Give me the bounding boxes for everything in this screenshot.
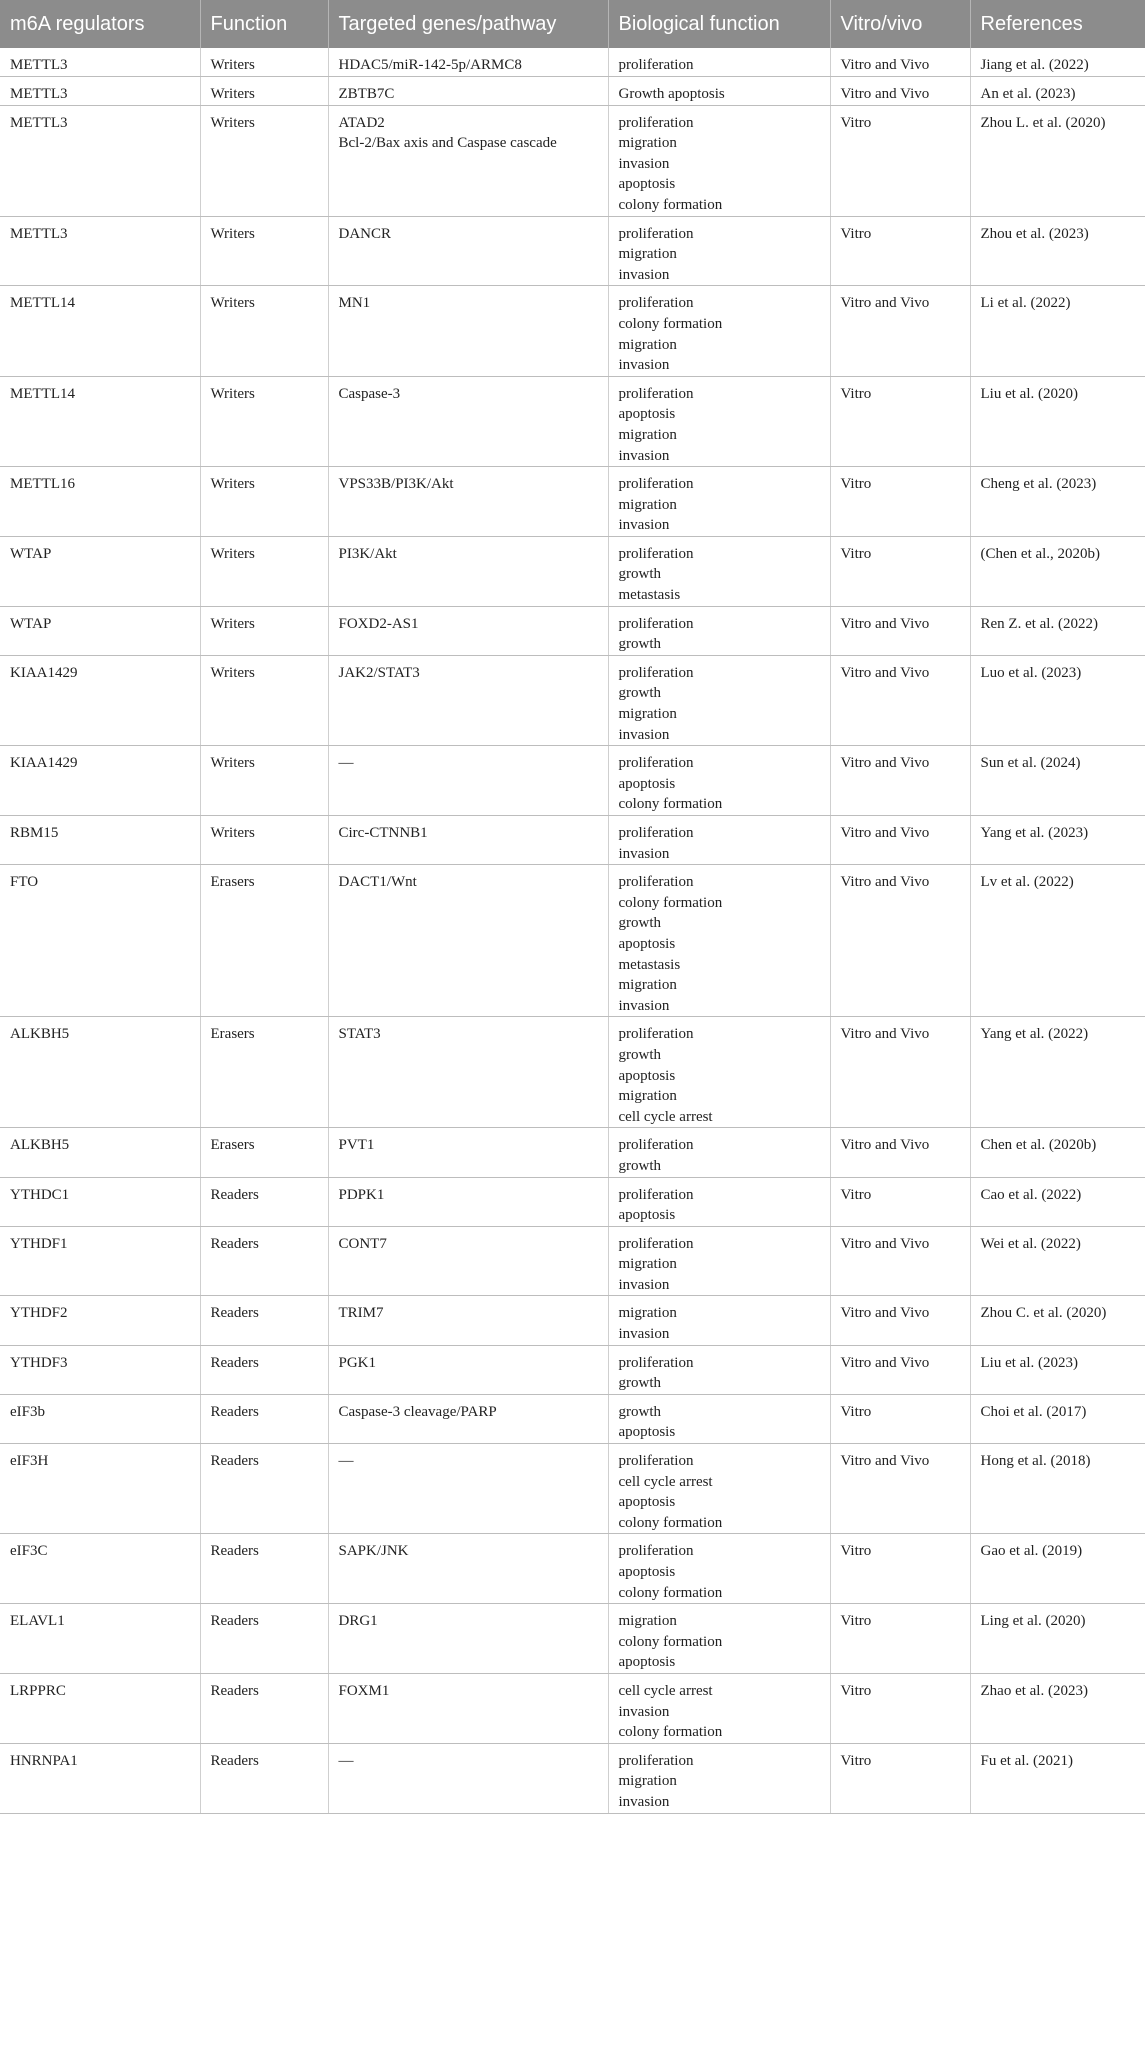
target-cell: PGK1 [328, 1345, 608, 1394]
function-cell: Writers [200, 606, 328, 655]
vitro-vivo-cell: Vitro and Vivo [830, 48, 970, 76]
biological-function-cell: proliferation apoptosis colony formation [608, 1534, 830, 1604]
reference-cell: Cheng et al. (2023) [970, 467, 1145, 537]
table-row [0, 105, 1145, 216]
vitro-vivo-cell: Vitro and Vivo [830, 816, 970, 865]
biological-function-cell: proliferation growth migration invasion [608, 655, 830, 745]
regulator-cell: RBM15 [0, 816, 200, 865]
function-cell: Writers [200, 216, 328, 286]
regulator-cell: WTAP [0, 606, 200, 655]
regulator-cell: LRPPRC [0, 1673, 200, 1743]
vitro-vivo-cell: Vitro and Vivo [830, 286, 970, 376]
target-cell: SAPK/JNK [328, 1534, 608, 1604]
regulator-cell: WTAP [0, 536, 200, 606]
regulator-cell: eIF3H [0, 1444, 200, 1534]
function-cell: Writers [200, 655, 328, 745]
target-cell: ZBTB7C [328, 76, 608, 105]
reference-cell: Liu et al. (2020) [970, 376, 1145, 466]
target-cell: DANCR [328, 216, 608, 286]
target-cell: FOXD2-AS1 [328, 606, 608, 655]
regulator-cell: YTHDF3 [0, 1345, 200, 1394]
regulator-cell: METTL3 [0, 76, 200, 105]
reference-cell: Zhou et al. (2023) [970, 216, 1145, 286]
vitro-vivo-cell: Vitro [830, 105, 970, 216]
function-cell: Readers [200, 1296, 328, 1345]
function-cell: Readers [200, 1177, 328, 1226]
vitro-vivo-cell: Vitro and Vivo [830, 76, 970, 105]
vitro-vivo-cell: Vitro [830, 376, 970, 466]
regulator-cell: KIAA1429 [0, 655, 200, 745]
biological-function-cell: proliferation growth metastasis [608, 536, 830, 606]
function-cell: Writers [200, 286, 328, 376]
reference-cell: Gao et al. (2019) [970, 1534, 1145, 1604]
table-row [0, 1604, 1145, 1674]
biological-function-cell: proliferation migration invasion apoptosis colony formation [608, 105, 830, 216]
target-cell: FOXM1 [328, 1673, 608, 1743]
table-row [0, 286, 1145, 376]
reference-cell: Cao et al. (2022) [970, 1177, 1145, 1226]
vitro-vivo-cell: Vitro [830, 536, 970, 606]
regulator-cell: eIF3b [0, 1394, 200, 1443]
vitro-vivo-cell: Vitro and Vivo [830, 1017, 970, 1128]
target-cell: — [328, 1743, 608, 1813]
regulator-cell: eIF3C [0, 1534, 200, 1604]
biological-function-cell: proliferation growth apoptosis migration cell cycle arrest [608, 1017, 830, 1128]
table-row [0, 1345, 1145, 1394]
biological-function-cell: migration colony formation apoptosis [608, 1604, 830, 1674]
biological-function-cell: proliferation invasion [608, 816, 830, 865]
target-cell: TRIM7 [328, 1296, 608, 1345]
reference-cell: Zhou C. et al. (2020) [970, 1296, 1145, 1345]
table-row [0, 1394, 1145, 1443]
vitro-vivo-cell: Vitro [830, 1673, 970, 1743]
reference-cell: Yang et al. (2023) [970, 816, 1145, 865]
target-cell: ATAD2 Bcl-2/Bax axis and Caspase cascade [328, 105, 608, 216]
target-cell: PVT1 [328, 1128, 608, 1177]
vitro-vivo-cell: Vitro and Vivo [830, 1345, 970, 1394]
biological-function-cell: proliferation growth [608, 606, 830, 655]
header-references: References [970, 0, 1145, 48]
table-row [0, 1226, 1145, 1296]
vitro-vivo-cell: Vitro and Vivo [830, 1128, 970, 1177]
function-cell: Readers [200, 1345, 328, 1394]
reference-cell: Ren Z. et al. (2022) [970, 606, 1145, 655]
target-cell: CONT7 [328, 1226, 608, 1296]
target-cell: VPS33B/PI3K/Akt [328, 467, 608, 537]
vitro-vivo-cell: Vitro [830, 1604, 970, 1674]
table-row [0, 216, 1145, 286]
function-cell: Readers [200, 1673, 328, 1743]
regulator-cell: YTHDC1 [0, 1177, 200, 1226]
biological-function-cell: proliferation colony formation migration invasion [608, 286, 830, 376]
target-cell: Caspase-3 cleavage/PARP [328, 1394, 608, 1443]
target-cell: HDAC5/miR-142-5p/ARMC8 [328, 48, 608, 76]
function-cell: Readers [200, 1534, 328, 1604]
function-cell: Readers [200, 1743, 328, 1813]
table-header [0, 0, 1145, 48]
vitro-vivo-cell: Vitro and Vivo [830, 1444, 970, 1534]
reference-cell: Sun et al. (2024) [970, 746, 1145, 816]
header-row [0, 0, 1145, 48]
vitro-vivo-cell: Vitro [830, 1394, 970, 1443]
reference-cell: Yang et al. (2022) [970, 1017, 1145, 1128]
reference-cell: (Chen et al., 2020b) [970, 536, 1145, 606]
regulator-cell: METTL14 [0, 286, 200, 376]
target-cell: MN1 [328, 286, 608, 376]
regulator-cell: METTL14 [0, 376, 200, 466]
table-row [0, 865, 1145, 1017]
vitro-vivo-cell: Vitro and Vivo [830, 1226, 970, 1296]
table-row [0, 1177, 1145, 1226]
biological-function-cell: proliferation migration invasion [608, 216, 830, 286]
regulator-cell: METTL3 [0, 216, 200, 286]
reference-cell: An et al. (2023) [970, 76, 1145, 105]
table-row [0, 1296, 1145, 1345]
biological-function-cell: proliferation migration invasion [608, 467, 830, 537]
reference-cell: Lv et al. (2022) [970, 865, 1145, 1017]
vitro-vivo-cell: Vitro and Vivo [830, 606, 970, 655]
target-cell: DACT1/Wnt [328, 865, 608, 1017]
reference-cell: Wei et al. (2022) [970, 1226, 1145, 1296]
biological-function-cell: Growth apoptosis [608, 76, 830, 105]
table-row [0, 1743, 1145, 1813]
biological-function-cell: proliferation cell cycle arrest apoptosis colony formation [608, 1444, 830, 1534]
biological-function-cell: migration invasion [608, 1296, 830, 1345]
regulator-cell: METTL16 [0, 467, 200, 537]
header-biological-function: Biological function [608, 0, 830, 48]
function-cell: Writers [200, 816, 328, 865]
regulator-cell: ALKBH5 [0, 1128, 200, 1177]
target-cell: — [328, 1444, 608, 1534]
header-regulators: m6A regulators [0, 0, 200, 48]
regulator-cell: ELAVL1 [0, 1604, 200, 1674]
target-cell: STAT3 [328, 1017, 608, 1128]
reference-cell: Liu et al. (2023) [970, 1345, 1145, 1394]
biological-function-cell: proliferation apoptosis colony formation [608, 746, 830, 816]
function-cell: Readers [200, 1444, 328, 1534]
reference-cell: Choi et al. (2017) [970, 1394, 1145, 1443]
target-cell: JAK2/STAT3 [328, 655, 608, 745]
reference-cell: Zhao et al. (2023) [970, 1673, 1145, 1743]
table-row [0, 655, 1145, 745]
table-row [0, 76, 1145, 105]
header-function: Function [200, 0, 328, 48]
reference-cell: Jiang et al. (2022) [970, 48, 1145, 76]
biological-function-cell: cell cycle arrest invasion colony formation [608, 1673, 830, 1743]
regulator-cell: METTL3 [0, 105, 200, 216]
regulator-cell: YTHDF1 [0, 1226, 200, 1296]
vitro-vivo-cell: Vitro and Vivo [830, 865, 970, 1017]
biological-function-cell: proliferation migration invasion [608, 1743, 830, 1813]
biological-function-cell: proliferation growth [608, 1128, 830, 1177]
reference-cell: Fu et al. (2021) [970, 1743, 1145, 1813]
function-cell: Writers [200, 376, 328, 466]
biological-function-cell: proliferation colony formation growth apoptosis metastasis migration invasion [608, 865, 830, 1017]
table-body [0, 48, 1145, 1813]
vitro-vivo-cell: Vitro [830, 1743, 970, 1813]
regulator-cell: YTHDF2 [0, 1296, 200, 1345]
function-cell: Writers [200, 105, 328, 216]
function-cell: Readers [200, 1604, 328, 1674]
vitro-vivo-cell: Vitro [830, 1534, 970, 1604]
vitro-vivo-cell: Vitro and Vivo [830, 746, 970, 816]
table-row [0, 536, 1145, 606]
target-cell: Caspase-3 [328, 376, 608, 466]
header-vitro-vivo: Vitro/vivo [830, 0, 970, 48]
biological-function-cell: proliferation apoptosis migration invasion [608, 376, 830, 466]
vitro-vivo-cell: Vitro and Vivo [830, 1296, 970, 1345]
regulator-cell: ALKBH5 [0, 1017, 200, 1128]
target-cell: DRG1 [328, 1604, 608, 1674]
reference-cell: Chen et al. (2020b) [970, 1128, 1145, 1177]
target-cell: PDPK1 [328, 1177, 608, 1226]
reference-cell: Zhou L. et al. (2020) [970, 105, 1145, 216]
function-cell: Writers [200, 48, 328, 76]
table-row [0, 1128, 1145, 1177]
header-targeted-genes: Targeted genes/pathway [328, 0, 608, 48]
reference-cell: Ling et al. (2020) [970, 1604, 1145, 1674]
reference-cell: Hong et al. (2018) [970, 1444, 1145, 1534]
table-row [0, 1017, 1145, 1128]
function-cell: Erasers [200, 1017, 328, 1128]
function-cell: Erasers [200, 865, 328, 1017]
vitro-vivo-cell: Vitro and Vivo [830, 655, 970, 745]
function-cell: Writers [200, 467, 328, 537]
target-cell: PI3K/Akt [328, 536, 608, 606]
target-cell: Circ-CTNNB1 [328, 816, 608, 865]
function-cell: Readers [200, 1394, 328, 1443]
biological-function-cell: proliferation [608, 48, 830, 76]
vitro-vivo-cell: Vitro [830, 1177, 970, 1226]
regulator-cell: HNRNPA1 [0, 1743, 200, 1813]
table-row [0, 1444, 1145, 1534]
function-cell: Writers [200, 536, 328, 606]
table-row [0, 606, 1145, 655]
reference-cell: Luo et al. (2023) [970, 655, 1145, 745]
table-row [0, 1534, 1145, 1604]
function-cell: Erasers [200, 1128, 328, 1177]
biological-function-cell: growth apoptosis [608, 1394, 830, 1443]
regulator-cell: KIAA1429 [0, 746, 200, 816]
table-row [0, 467, 1145, 537]
function-cell: Writers [200, 746, 328, 816]
biological-function-cell: proliferation growth [608, 1345, 830, 1394]
reference-cell: Li et al. (2022) [970, 286, 1145, 376]
biological-function-cell: proliferation apoptosis [608, 1177, 830, 1226]
table-row [0, 48, 1145, 76]
vitro-vivo-cell: Vitro [830, 467, 970, 537]
table-row [0, 1673, 1145, 1743]
table-row [0, 816, 1145, 865]
target-cell: — [328, 746, 608, 816]
table-row [0, 746, 1145, 816]
function-cell: Writers [200, 76, 328, 105]
vitro-vivo-cell: Vitro [830, 216, 970, 286]
regulator-cell: METTL3 [0, 48, 200, 76]
regulator-cell: FTO [0, 865, 200, 1017]
table-row [0, 376, 1145, 466]
function-cell: Readers [200, 1226, 328, 1296]
biological-function-cell: proliferation migration invasion [608, 1226, 830, 1296]
